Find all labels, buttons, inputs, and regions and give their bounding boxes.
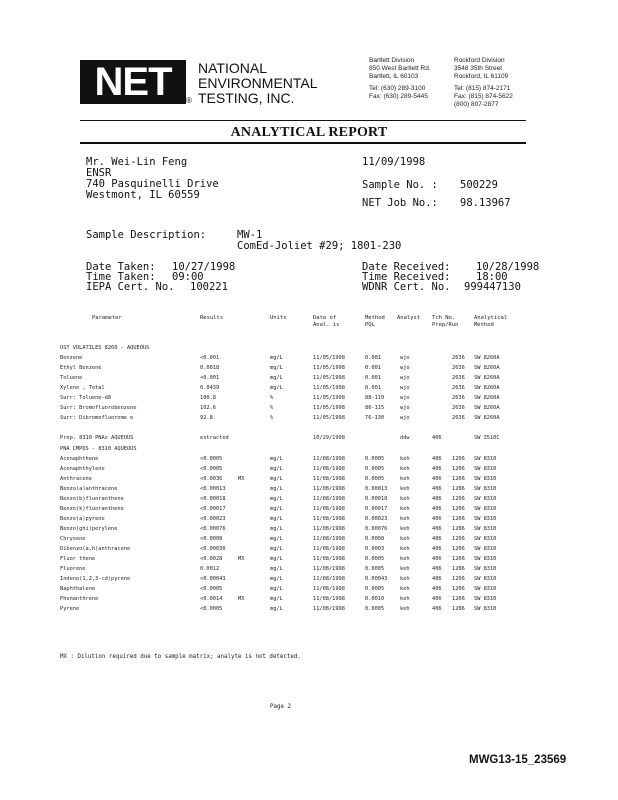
cell-units: mg/L — [270, 495, 283, 502]
cell-prep: 406 — [432, 525, 442, 532]
report-title: ANALYTICAL REPORT — [230, 125, 388, 140]
cell-run: 1206 — [452, 515, 465, 522]
cell-units: mg/L — [270, 576, 283, 583]
address-line: Rockford, IL 61109 — [454, 73, 509, 80]
cell-run: 1206 — [452, 556, 465, 563]
cell-prep: 406 — [432, 596, 442, 603]
cell-parameter: Benzo(k)fluoranthene — [60, 505, 124, 512]
cell-run: 2636 — [452, 375, 465, 382]
cell-date: 11/08/1998 — [313, 586, 345, 593]
cell-method: SW 8260A — [474, 365, 500, 372]
cell-method: SW 8310 — [474, 535, 497, 542]
col-header-results: Results — [200, 315, 224, 321]
cell-result: <0.0008 — [200, 535, 223, 542]
cell-result: <0.00076 — [200, 525, 226, 532]
cell-date: 11/08/1998 — [313, 455, 345, 462]
cell-run: 1206 — [452, 475, 465, 482]
cell-method: SW 8310 — [474, 505, 497, 512]
cell-analyst: ddw — [400, 435, 410, 442]
cell-prep: 406 — [432, 556, 442, 563]
cell-result: <0.0005 — [200, 586, 223, 593]
address-line: Fax: (815) 874-5622 — [454, 93, 513, 100]
cell-method: SW 8310 — [474, 455, 497, 462]
cell-run: 1206 — [452, 495, 465, 502]
cell-pql: 0.0005 — [365, 465, 385, 472]
footnote: MX : Dilution required due to sample matrix; analyte is not detected. — [60, 654, 301, 660]
date-taken-label: Date Taken: — [86, 261, 156, 273]
cell-analyst: wjo — [400, 365, 410, 372]
cell-parameter: Ethyl Benzene — [60, 365, 102, 372]
cell-run: 1206 — [452, 566, 465, 573]
document-id: MWG13-15_23569 — [469, 754, 567, 766]
cell-result: <0.00023 — [200, 515, 226, 522]
col-header-units: Units — [270, 315, 287, 321]
address-line: Rockford Division — [454, 57, 505, 64]
cell-units: mg/L — [270, 375, 283, 382]
cell-units: % — [270, 415, 274, 422]
cell-date: 11/05/1998 — [313, 355, 345, 362]
sample-no-label: Sample No. : — [362, 179, 438, 191]
cell-run: 1206 — [452, 576, 465, 583]
col-header-tech-no — [432, 315, 459, 329]
address-line: Fax: (630) 289-5445 — [369, 93, 428, 100]
company-name — [198, 61, 318, 106]
cell-date: 11/08/1998 — [313, 535, 345, 542]
cell-method: SW 8260A — [474, 375, 500, 382]
cell-pql: 76-130 — [365, 415, 385, 422]
cell-run: 1206 — [452, 455, 465, 462]
net-logo: NET — [80, 60, 186, 104]
cell-parameter: Naphthalene — [60, 586, 96, 593]
cell-date: 11/08/1998 — [313, 566, 345, 573]
cell-method: SW 8260A — [474, 415, 500, 422]
cell-method: SW 8310 — [474, 515, 497, 522]
cell-pql: 88-110 — [365, 395, 385, 402]
cell-method: SW 8310 — [474, 475, 497, 482]
cell-method: SW 8310 — [474, 546, 497, 552]
cell-run: 1206 — [452, 606, 465, 613]
cell-result: <0.0005 — [200, 465, 223, 472]
cell-run: 2636 — [452, 365, 465, 372]
cell-method: SW 8260A — [474, 355, 500, 362]
cell-pql: 0.001 — [365, 365, 381, 372]
company-line: TESTING, INC. — [198, 90, 295, 106]
cell-pql: 0.0005 — [365, 556, 385, 563]
company-line: ENVIRONMENTAL — [198, 75, 318, 91]
cell-result: extracted — [200, 435, 229, 442]
cell-units: mg/L — [270, 535, 283, 542]
cell-parameter: Prep. 8310 PNAs AQUEOUS — [60, 435, 134, 442]
cell-flag: MX — [238, 556, 245, 563]
sample-description-line1: MW-1 — [237, 229, 263, 241]
registered-mark: ® — [186, 96, 192, 105]
cell-parameter: Toluene — [60, 375, 83, 382]
client-street: 740 Pasquinelli Drive — [86, 178, 219, 190]
cell-units: mg/L — [270, 606, 283, 613]
cell-analyst: keh — [400, 505, 410, 512]
col-header-date-line: Date of — [313, 315, 337, 321]
cell-parameter: Fluorene — [60, 566, 86, 573]
cell-prep: 406 — [432, 576, 442, 583]
bartlett-address — [369, 57, 431, 101]
cell-units: mg/L — [270, 546, 283, 552]
cell-date: 11/08/1998 — [313, 495, 345, 502]
job-no-label: NET Job No.: — [362, 197, 438, 209]
cell-result: <0.00013 — [200, 485, 226, 492]
date-taken-value: 10/27/1998 — [172, 261, 236, 273]
cell-units: mg/L — [270, 556, 283, 563]
address-line: Bartlett Division — [369, 57, 415, 64]
cell-analyst: keh — [400, 535, 410, 542]
cell-units: % — [270, 405, 274, 412]
cell-pql: 0.00076 — [365, 525, 388, 532]
cell-pql: 0.0003 — [365, 546, 385, 552]
date-received-label: Date Received: — [362, 261, 451, 273]
cell-parameter: Acenaphthylene — [60, 465, 105, 472]
cell-date: 11/08/1998 — [313, 505, 345, 512]
cell-prep: 406 — [432, 435, 442, 442]
col-header-analyst: Analyst — [397, 315, 421, 321]
cell-pql: 0.00013 — [365, 485, 388, 492]
cell-run: 2636 — [452, 385, 465, 392]
cell-date: 11/08/1998 — [313, 596, 345, 603]
cell-date: 11/08/1998 — [313, 525, 345, 532]
cell-analyst: keh — [400, 485, 410, 492]
time-received-value: 18:00 — [476, 271, 508, 283]
cell-units: mg/L — [270, 586, 283, 593]
client-city: Westmont, IL 60559 — [86, 189, 200, 201]
cell-result: <0.00017 — [200, 505, 226, 512]
col-header-tech-line: Tch No. — [432, 315, 456, 321]
cell-analyst: keh — [400, 586, 410, 593]
cell-units: mg/L — [270, 515, 283, 522]
client-name: Mr. Wei-Lin Feng — [86, 156, 188, 168]
cell-run: 2636 — [452, 405, 465, 412]
cell-prep: 406 — [432, 505, 442, 512]
cell-prep: 406 — [432, 475, 442, 482]
cell-analyst: wjo — [400, 385, 410, 392]
address-line: 3548 35th Street — [454, 65, 503, 72]
cell-analyst: keh — [400, 556, 410, 563]
col-header-parameter: Parameter — [92, 315, 122, 321]
report-date: 11/09/1998 — [362, 156, 426, 168]
cell-run: 1206 — [452, 546, 465, 552]
cell-date: 11/05/1998 — [313, 385, 345, 392]
cell-date: 11/08/1998 — [313, 475, 345, 482]
cell-run: 1206 — [452, 535, 465, 542]
sample-description-label: Sample Description: — [86, 229, 207, 241]
cell-parameter: Surr: Bromofluorobenzene — [60, 405, 137, 412]
cell-result: <0.00030 — [200, 546, 226, 552]
cell-analyst: keh — [400, 576, 410, 583]
job-no-value: 98.13967 — [460, 197, 511, 209]
cell-run: 1206 — [452, 586, 465, 593]
page-number: Page 2 — [270, 704, 291, 710]
cell-run: 2636 — [452, 395, 465, 402]
cell-date: 11/05/1998 — [313, 415, 345, 422]
sample-description-line2: ComEd-Joliet #29; 1801-230 — [237, 240, 402, 252]
cell-analyst: keh — [400, 546, 410, 552]
cell-result: <0.0005 — [200, 606, 223, 613]
cell-units: mg/L — [270, 455, 283, 462]
cell-prep: 406 — [432, 546, 442, 552]
col-header-date — [313, 315, 340, 329]
col-header-pql — [365, 315, 385, 329]
cell-pql: 0.0005 — [365, 586, 385, 593]
cell-result: 100.8 — [200, 395, 216, 402]
cell-parameter: Benzo(a)pyrene — [60, 515, 105, 522]
time-taken-label: Time Taken: — [86, 271, 156, 283]
cell-result: 102.6 — [200, 405, 216, 412]
cell-date: 11/05/1998 — [313, 375, 345, 382]
cell-parameter: Pyrene — [60, 606, 80, 613]
cell-pql: 0.00017 — [365, 505, 388, 512]
cell-pql: 0.001 — [365, 375, 381, 382]
cell-pql: 0.00018 — [365, 495, 388, 502]
cell-pql: 0.0005 — [365, 455, 385, 462]
cell-method: SW 8310 — [474, 566, 497, 573]
cell-pql: 0.001 — [365, 355, 381, 362]
cell-pql: 0.0008 — [365, 535, 385, 542]
address-line: Tel: (815) 874-2171 — [454, 85, 511, 92]
cell-units: mg/L — [270, 365, 283, 372]
sample-no-value: 500229 — [460, 179, 498, 191]
col-header-method-line: Analytical — [474, 315, 508, 321]
time-received-label: Time Received: — [362, 271, 451, 283]
cell-prep: 406 — [432, 566, 442, 573]
cell-date: 10/29/1998 — [313, 435, 345, 442]
cell-prep: 406 — [432, 515, 442, 522]
col-header-tech-line: Prep/Run — [432, 322, 459, 328]
cell-units: mg/L — [270, 485, 283, 492]
cell-run: 2636 — [452, 355, 465, 362]
time-taken-value: 09:00 — [172, 271, 204, 283]
header-rule-bottom — [80, 142, 526, 144]
cell-pql: 86-115 — [365, 405, 385, 412]
cell-method: SW 8260A — [474, 405, 500, 412]
rockford-address — [454, 57, 513, 109]
cell-units: mg/L — [270, 385, 283, 392]
cell-parameter: Benzo(b)fluoranthene — [60, 495, 124, 502]
cell-date: 11/05/1998 — [313, 405, 345, 412]
cell-pql: 0.001 — [365, 385, 381, 392]
cell-method: SW 8310 — [474, 495, 497, 502]
cell-result: 0.0012 — [200, 566, 220, 573]
cell-parameter: Acenaphthene — [60, 455, 99, 462]
iepa-cert-value: 100221 — [190, 281, 228, 293]
cell-run: 1206 — [452, 485, 465, 492]
client-company: ENSR — [86, 167, 112, 179]
cell-prep: 406 — [432, 586, 442, 593]
address-line: (800) 807-2877 — [454, 101, 499, 108]
cell-date: 11/08/1998 — [313, 465, 345, 472]
cell-method: SW 3510C — [474, 435, 500, 442]
cell-parameter: Dibenzo(a,h)anthracene — [60, 546, 131, 552]
cell-parameter: Benzene — [60, 355, 83, 362]
cell-date: 11/08/1998 — [313, 606, 345, 613]
cell-pql: 0.0005 — [365, 566, 385, 573]
cell-analyst: keh — [400, 495, 410, 502]
cell-date: 11/08/1998 — [313, 515, 345, 522]
cell-units: % — [270, 395, 274, 402]
cell-flag: MX — [238, 596, 245, 603]
header-rule-top — [80, 120, 526, 121]
cell-analyst: keh — [400, 606, 410, 613]
cell-parameter: Anthracene — [60, 475, 92, 482]
cell-date: 11/08/1998 — [313, 485, 345, 492]
cell-method: SW 8310 — [474, 606, 497, 613]
address-line: Bartlett, IL 60103 — [369, 73, 419, 80]
cell-method: SW 8310 — [474, 586, 497, 593]
cell-parameter: Surr: Toluene-d8 — [60, 395, 112, 402]
cell-units: mg/L — [270, 505, 283, 512]
cell-prep: 406 — [432, 485, 442, 492]
col-header-method — [474, 315, 507, 329]
cell-date: 11/08/1998 — [313, 576, 345, 583]
company-line: NATIONAL — [198, 60, 267, 76]
cell-pql: 0.0005 — [365, 606, 385, 613]
cell-analyst: keh — [400, 465, 410, 472]
cell-method: SW 8310 — [474, 576, 497, 583]
cell-method: SW 8260A — [474, 395, 500, 402]
cell-result: 0.0018 — [200, 365, 220, 372]
cell-date: 11/05/1998 — [313, 365, 345, 372]
col-header-date-line: Anal. is — [313, 322, 340, 328]
cell-method: SW 8260A — [474, 385, 500, 392]
cell-result: <0.001 — [200, 355, 220, 362]
cell-parameter: Benzo(ghi)perylene — [60, 525, 118, 532]
cell-result: <0.0005 — [200, 455, 223, 462]
cell-pql: 0.00043 — [365, 576, 388, 583]
cell-parameter: Fluor thene — [60, 556, 96, 563]
cell-prep: 406 — [432, 495, 442, 502]
wdnr-cert-value: 999447130 — [464, 281, 521, 293]
cell-units: mg/L — [270, 596, 283, 603]
cell-units: mg/L — [270, 525, 283, 532]
cell-result: <0.0036 — [200, 475, 223, 482]
col-header-pql-line: PQL — [365, 322, 375, 328]
cell-pql: 0.00023 — [365, 515, 388, 522]
cell-analyst: wjo — [400, 405, 410, 412]
address-line: 850 West Bartlett Rd. — [369, 65, 431, 72]
cell-date: 11/05/1998 — [313, 395, 345, 402]
cell-parameter: Xylene , Total — [60, 385, 105, 392]
cell-date: 11/08/1998 — [313, 546, 345, 552]
cell-analyst: keh — [400, 596, 410, 603]
cell-units: mg/L — [270, 475, 283, 482]
cell-result: <0.00043 — [200, 576, 226, 583]
cell-run: 1206 — [452, 525, 465, 532]
cell-pql: 0.0005 — [365, 475, 385, 482]
cell-result: <0.001 — [200, 375, 220, 382]
cell-date: 11/08/1998 — [313, 556, 345, 563]
cell-result: <0.00018 — [200, 495, 226, 502]
cell-run: 2636 — [452, 415, 465, 422]
cell-parameter: Indeno(1,2,3-cd)pyrene — [60, 576, 131, 583]
cell-method: SW 8310 — [474, 465, 497, 472]
cell-prep: 406 — [432, 606, 442, 613]
cell-parameter: UST VOLATILES 8260 - AQUEOUS — [60, 345, 150, 351]
cell-run: 1206 — [452, 465, 465, 472]
col-header-method-line: Method — [474, 322, 494, 328]
cell-analyst: wjo — [400, 395, 410, 402]
cell-units: mg/L — [270, 465, 283, 472]
cell-method: SW 8310 — [474, 485, 497, 492]
cell-parameter: Benzo(a)anthracene — [60, 485, 118, 492]
cell-method: SW 8310 — [474, 556, 497, 563]
cell-method: SW 8310 — [474, 596, 497, 603]
cell-prep: 406 — [432, 465, 442, 472]
address-line: Tel: (630) 289-3100 — [369, 85, 426, 92]
cell-parameter: Phenanthrene — [60, 596, 99, 603]
cell-result: 0.0439 — [200, 385, 220, 392]
cell-parameter: Chrysene — [60, 535, 86, 542]
iepa-cert-label: IEPA Cert. No. — [86, 281, 175, 293]
cell-method: SW 8310 — [474, 525, 497, 532]
cell-prep: 406 — [432, 535, 442, 542]
cell-parameter: PNA CMPDS - 8310 AQUEOUS — [60, 445, 137, 452]
cell-parameter: Surr: Dibromofluorome e — [60, 415, 134, 422]
cell-pql: 0.0010 — [365, 596, 385, 603]
cell-analyst: keh — [400, 515, 410, 522]
wdnr-cert-label: WDNR Cert. No. — [362, 281, 451, 293]
cell-prep: 406 — [432, 455, 442, 462]
cell-units: mg/L — [270, 355, 283, 362]
cell-analyst: wjo — [400, 375, 410, 382]
cell-analyst: keh — [400, 475, 410, 482]
cell-units: mg/L — [270, 566, 283, 573]
cell-analyst: keh — [400, 566, 410, 573]
date-received-value: 10/28/1998 — [476, 261, 540, 273]
cell-run: 1206 — [452, 505, 465, 512]
col-header-pql-line: Method — [365, 315, 385, 321]
cell-result: <0.0028 — [200, 556, 223, 563]
cell-result: 92.8 — [200, 415, 213, 422]
cell-analyst: wjo — [400, 355, 410, 362]
cell-flag: MX — [238, 475, 245, 482]
cell-analyst: keh — [400, 525, 410, 532]
cell-analyst: wjo — [400, 415, 410, 422]
cell-result: <0.0014 — [200, 596, 223, 603]
cell-run: 1206 — [452, 596, 465, 603]
cell-analyst: keh — [400, 455, 410, 462]
